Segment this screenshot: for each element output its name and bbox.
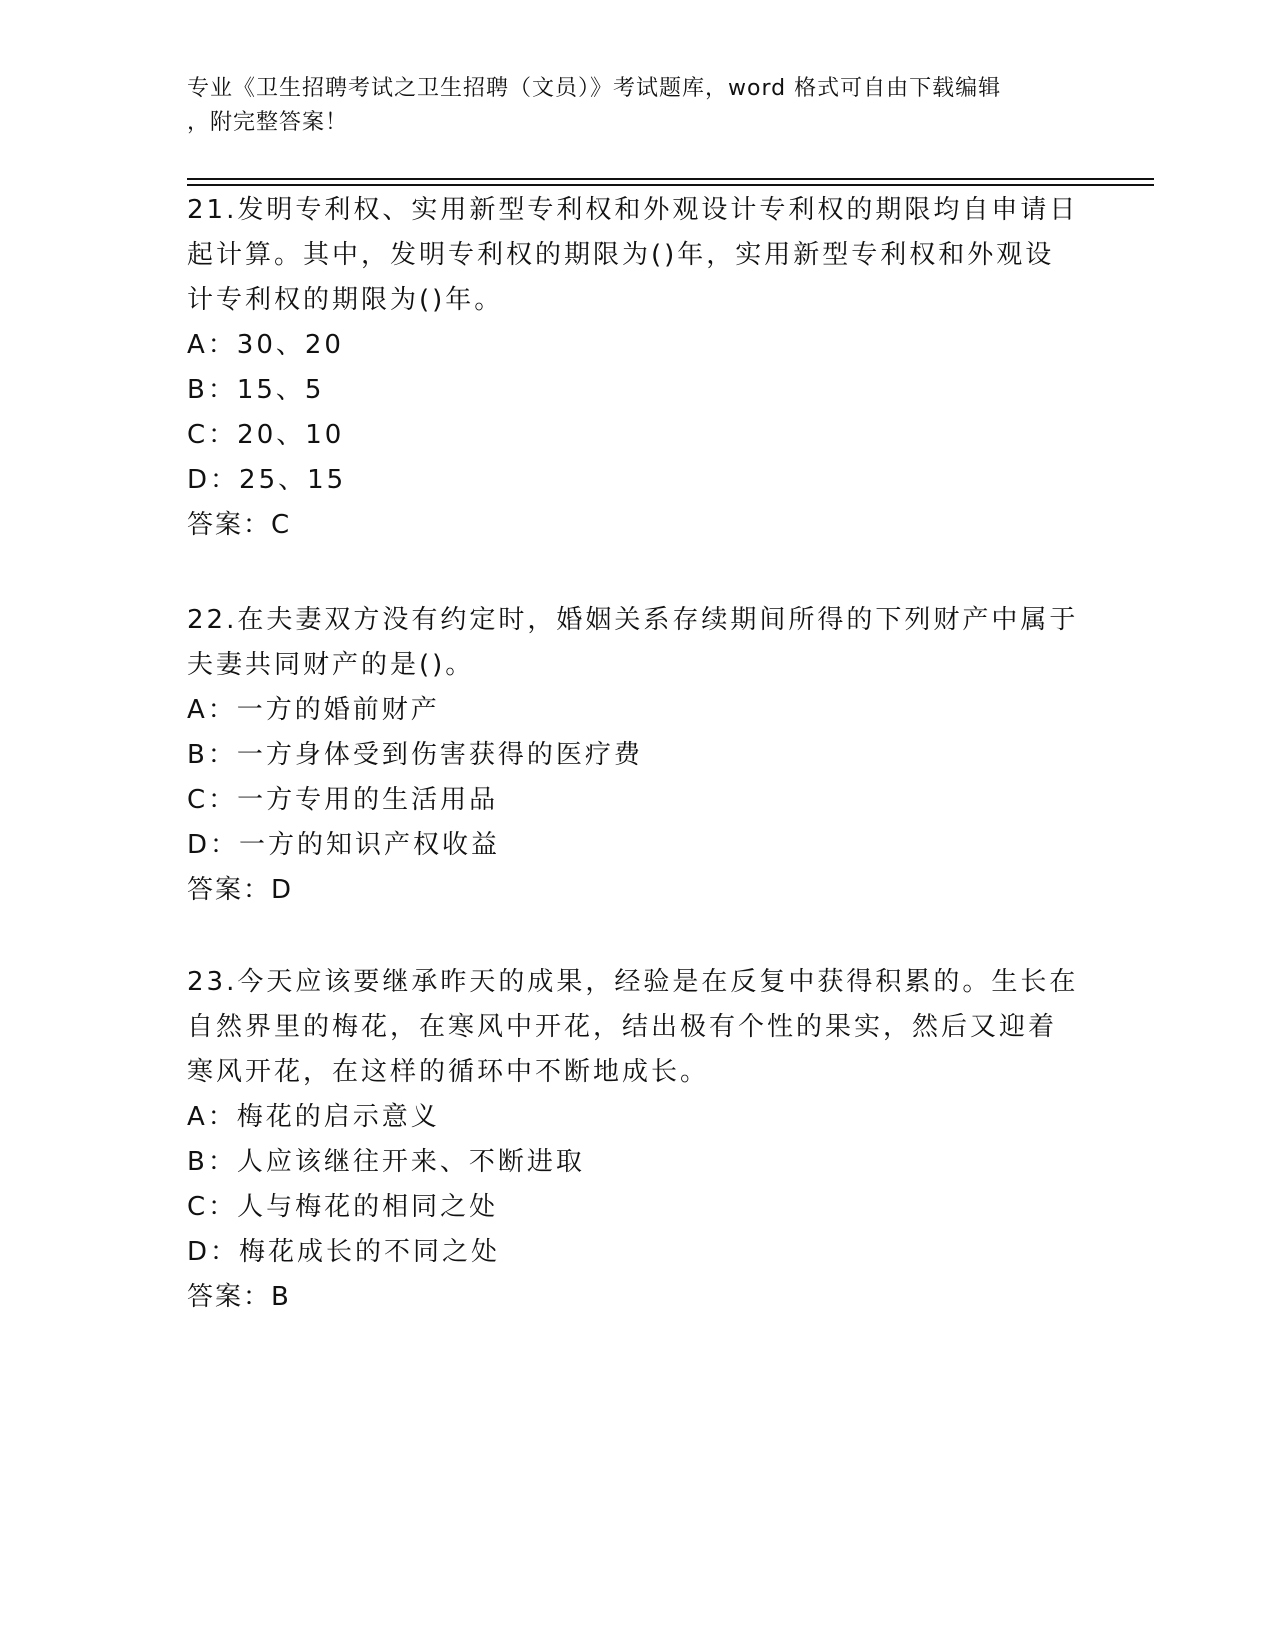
option-c: C：20、10 xyxy=(187,420,345,450)
option-b: B：人应该继往开来、不断进取 xyxy=(187,1147,585,1177)
question-21 xyxy=(187,188,1082,548)
option-d: D：一方的知识产权收益 xyxy=(187,830,501,860)
question-23 xyxy=(187,960,1082,1320)
option-a: A：梅花的启示意义 xyxy=(187,1102,440,1132)
answer-line: 答案：C xyxy=(187,510,292,540)
option-a: A：30、20 xyxy=(187,330,344,360)
question-stem: 21.发明专利权、实用新型专利权和外观设计专利权的期限均自申请日起计算。其中，发明专利权的期限为()年，实用新型专利权和外观设计专利权的期限为()年。 xyxy=(187,195,1079,315)
document-header xyxy=(187,72,1067,140)
answer-line: 答案：D xyxy=(187,875,294,905)
answer-line: 答案：B xyxy=(187,1282,291,1312)
option-d: D：25、15 xyxy=(187,465,347,495)
option-a: A：一方的婚前财产 xyxy=(187,695,440,725)
header-line-2: ，附完整答案！ xyxy=(187,110,349,135)
option-c: C：人与梅花的相同之处 xyxy=(187,1192,499,1222)
question-stem: 22.在夫妻双方没有约定时，婚姻关系存续期间所得的下列财产中属于夫妻共同财产的是()。 xyxy=(187,605,1079,680)
option-c: C：一方专用的生活用品 xyxy=(187,785,499,815)
header-divider-top xyxy=(187,178,1154,180)
option-d: D：梅花成长的不同之处 xyxy=(187,1237,501,1267)
option-b: B：一方身体受到伤害获得的医疗费 xyxy=(187,740,643,770)
question-stem: 23.今天应该要继承昨天的成果，经验是在反复中获得积累的。生长在自然界里的梅花，在寒风中开花，结出极有个性的果实，然后又迎着寒风开花，在这样的循环中不断地成长。 xyxy=(187,967,1079,1087)
header-divider-bottom xyxy=(187,184,1154,186)
header-line-1: 专业《卫生招聘考试之卫生招聘（文员）》考试题库，word 格式可自由下载编辑 xyxy=(187,76,1002,101)
question-22 xyxy=(187,598,1082,913)
option-b: B：15、5 xyxy=(187,375,325,405)
